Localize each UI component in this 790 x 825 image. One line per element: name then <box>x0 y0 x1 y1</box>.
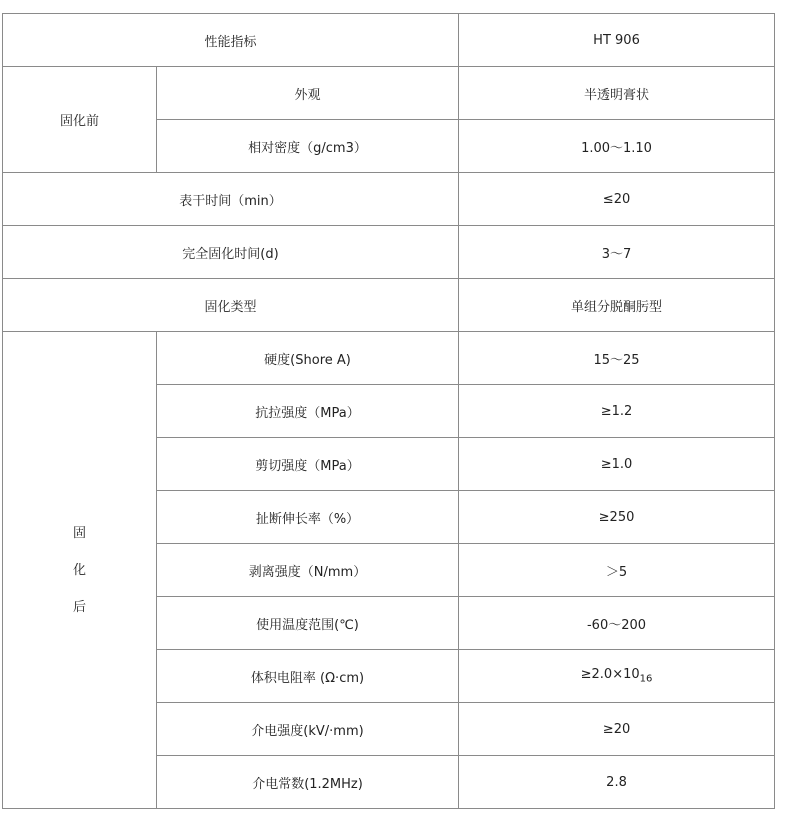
row-value: 2.8 <box>459 756 775 809</box>
row-label: 使用温度范围(℃) <box>157 597 459 650</box>
spec-table <box>2 13 775 809</box>
row-label: 体积电阻率 (Ω·cm) <box>157 650 459 703</box>
row-label: 介电强度(kV/·mm) <box>157 703 459 756</box>
row-value: -60～200 <box>459 597 775 650</box>
row-value: ≥1.0 <box>459 438 775 491</box>
header-row <box>3 14 775 67</box>
row-label: 抗拉强度（MPa） <box>157 385 459 438</box>
row-value: 半透明膏状 <box>459 67 775 120</box>
row-label: 完全固化时间(d) <box>3 226 459 279</box>
row-value: ≥20 <box>459 703 775 756</box>
group-after-cure-char: 固 <box>72 525 86 541</box>
header-property: 性能指标 <box>3 14 459 67</box>
group-after-cure-char: 后 <box>72 599 86 615</box>
row-label: 相对密度（g/cm3） <box>157 120 459 173</box>
row-label: 扯断伸长率（%） <box>157 491 459 544</box>
table-row <box>3 226 775 279</box>
header-product: HT 906 <box>459 14 775 67</box>
row-label: 固化类型 <box>3 279 459 332</box>
group-after-cure <box>3 332 157 809</box>
table-row <box>3 67 775 120</box>
row-label: 外观 <box>157 67 459 120</box>
row-value: 单组分脱酮肟型 <box>459 279 775 332</box>
row-label: 表干时间（min） <box>3 173 459 226</box>
value-exponent: 16 <box>639 673 653 685</box>
row-value: 1.00～1.10 <box>459 120 775 173</box>
table-row <box>3 279 775 332</box>
row-value: ＞5 <box>459 544 775 597</box>
row-value: ≥250 <box>459 491 775 544</box>
row-value: 3～7 <box>459 226 775 279</box>
table-row <box>3 173 775 226</box>
row-label: 介电常数(1.2MHz) <box>157 756 459 809</box>
row-label: 剥离强度（N/mm） <box>157 544 459 597</box>
row-value: ≤20 <box>459 173 775 226</box>
group-before-cure: 固化前 <box>3 67 157 173</box>
value-base: ≥2.0×10 <box>580 667 640 683</box>
row-value: 15～25 <box>459 332 775 385</box>
row-value: ≥1.2 <box>459 385 775 438</box>
row-label: 硬度(Shore A) <box>157 332 459 385</box>
table-row <box>3 332 775 385</box>
group-after-cure-char: 化 <box>72 562 86 578</box>
row-value <box>459 650 775 703</box>
row-label: 剪切强度（MPa） <box>157 438 459 491</box>
